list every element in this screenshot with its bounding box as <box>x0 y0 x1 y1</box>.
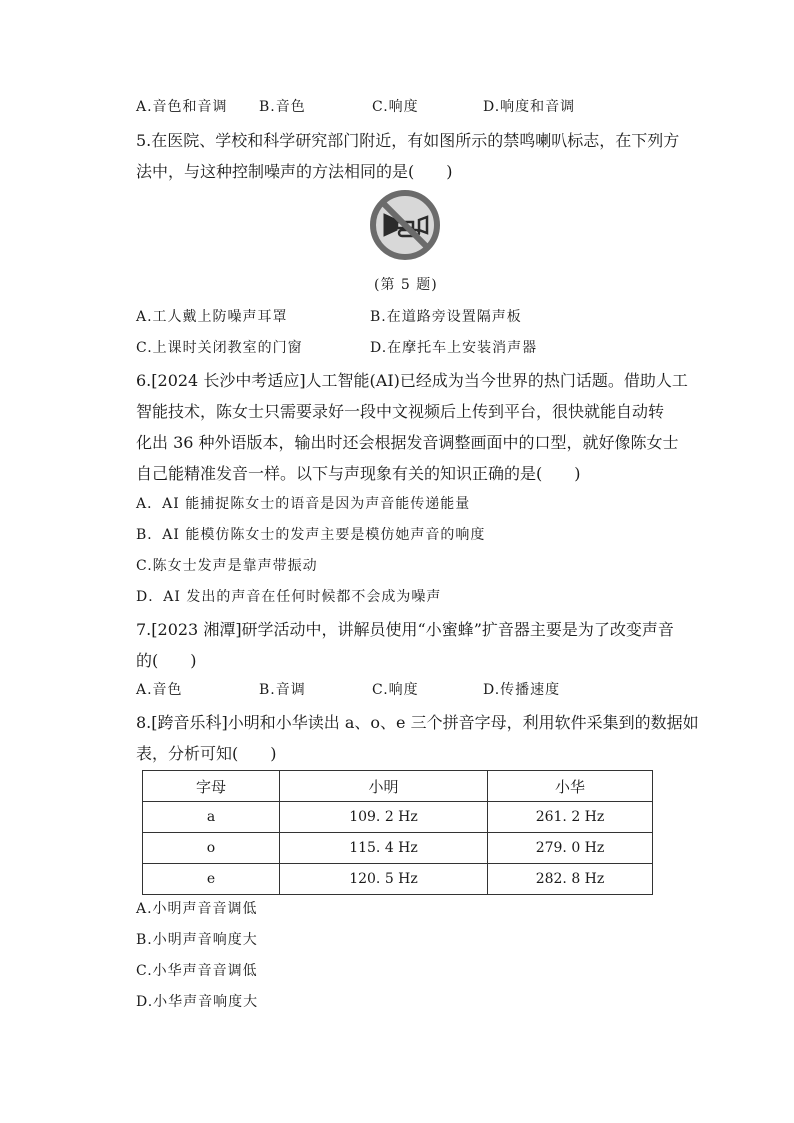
table-cell: 109. 2 Hz <box>280 802 488 833</box>
table-cell: 279. 0 Hz <box>488 833 653 864</box>
table-header-cell: 小华 <box>488 771 653 802</box>
q6-stem-line-4: 自己能精准发音一样。以下与声现象有关的知识正确的是( ) <box>136 464 581 483</box>
q8-stem-line-1: 8.[跨音乐科]小明和小华读出 a、o、e 三个拼音字母，利用软件采集到的数据如 <box>136 713 699 732</box>
frequency-table <box>142 770 653 895</box>
q5-stem-line-1: 5.在医院、学校和科学研究部门附近，有如图所示的禁鸣喇叭标志，在下列方 <box>136 131 680 150</box>
table-header-row <box>143 771 653 802</box>
q7-option-d: D.传播速度 <box>483 682 561 698</box>
q5-stem-line-2: 法中，与这种控制噪声的方法相同的是( ) <box>136 162 453 181</box>
table-cell: 261. 2 Hz <box>488 802 653 833</box>
q4-option-c: C.响度 <box>372 99 419 115</box>
q5-option-b: B.在道路旁设置隔声板 <box>370 309 522 325</box>
q7-option-a: A.音色 <box>136 682 183 698</box>
q4-option-a: A.音色和音调 <box>136 99 228 115</box>
no-horn-sign-icon <box>369 189 441 261</box>
table-row <box>143 802 653 833</box>
table-row <box>143 833 653 864</box>
q5-figure-caption: (第 5 题) <box>374 277 438 293</box>
table-cell: 282. 8 Hz <box>488 864 653 895</box>
q4-option-d: D.响度和音调 <box>483 99 576 115</box>
q4-option-b: B.音色 <box>259 99 306 115</box>
q8-stem-line-2: 表，分析可知( ) <box>136 744 277 763</box>
q6-stem-line-3: 化出 36 种外语版本，输出时还会根据发音调整画面中的口型，就好像陈女士 <box>136 433 679 452</box>
q6-stem-line-1: 6.[2024 长沙中考适应]人工智能(AI)已经成为当今世界的热门话题。借助人工 <box>136 371 688 390</box>
q7-option-c: C.响度 <box>372 682 419 698</box>
q7-option-b: B.音调 <box>259 682 306 698</box>
q6-stem-line-2: 智能技术，陈女士只需要录好一段中文视频后上传到平台，很快就能自动转 <box>136 402 665 421</box>
q6-option-b: B．AI 能模仿陈女士的发声主要是模仿她声音的响度 <box>136 527 486 543</box>
table-cell: o <box>143 833 280 864</box>
q6-option-d: D．AI 发出的声音在任何时候都不会成为噪声 <box>136 589 442 605</box>
q5-option-a: A.工人戴上防噪声耳罩 <box>136 309 288 325</box>
q6-option-a: A．AI 能捕捉陈女士的语音是因为声音能传递能量 <box>136 496 471 512</box>
q8-option-c: C.小华声音音调低 <box>136 963 258 979</box>
table-header-cell: 小明 <box>280 771 488 802</box>
table-cell: 120. 5 Hz <box>280 864 488 895</box>
q5-option-c: C.上课时关闭教室的门窗 <box>136 340 303 356</box>
q8-option-b: B.小明声音响度大 <box>136 932 258 948</box>
q8-option-d: D.小华声音响度大 <box>136 994 259 1010</box>
q6-option-c: C.陈女士发声是靠声带振动 <box>136 558 318 574</box>
q8-option-a: A.小明声音音调低 <box>136 901 258 917</box>
q5-option-d: D.在摩托车上安装消声器 <box>370 340 538 356</box>
table-cell: 115. 4 Hz <box>280 833 488 864</box>
table-cell: e <box>143 864 280 895</box>
q7-stem-line-1: 7.[2023 湘潭]研学活动中，讲解员使用“小蜜蜂”扩音器主要是为了改变声音 <box>136 620 674 639</box>
q7-stem-line-2: 的( ) <box>136 651 197 670</box>
table-cell: a <box>143 802 280 833</box>
table-row <box>143 864 653 895</box>
table-header-cell: 字母 <box>143 771 280 802</box>
